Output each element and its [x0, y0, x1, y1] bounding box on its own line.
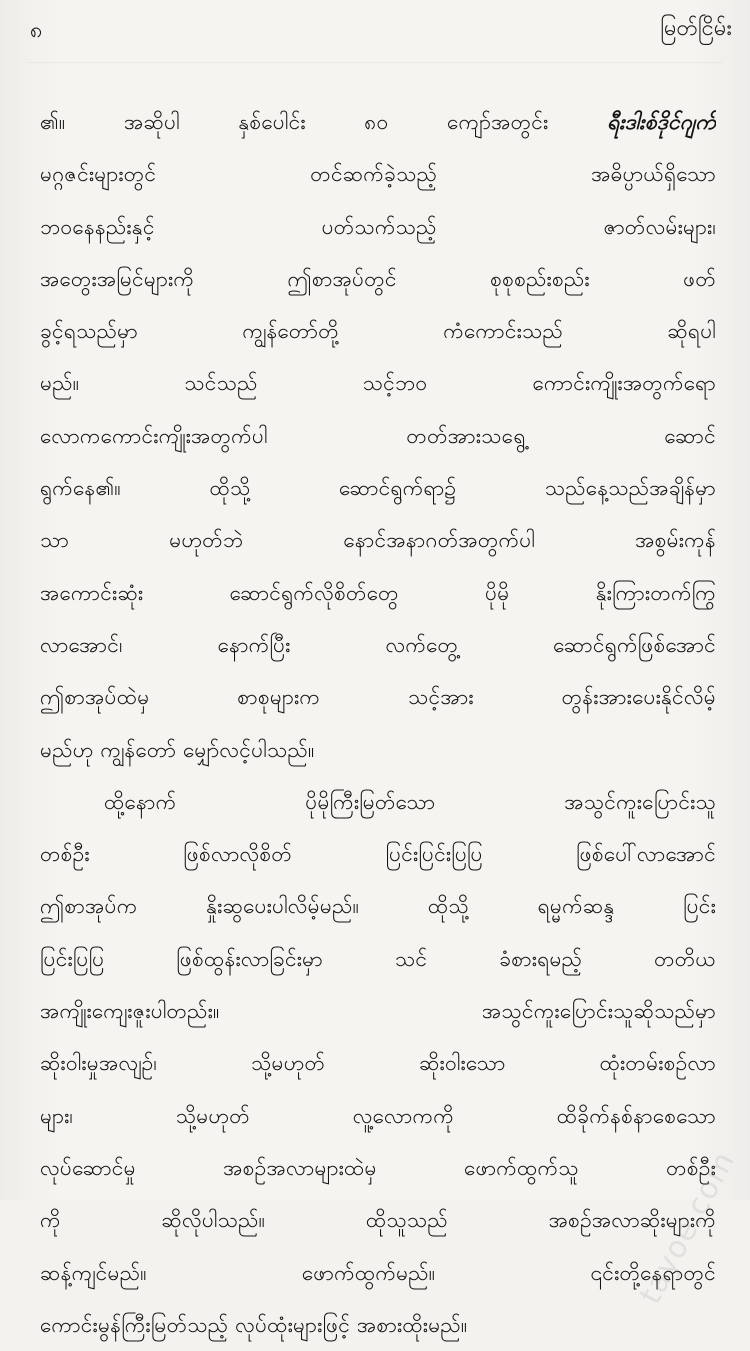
text-line: ပြင်းပြပြ ဖြစ်ထွန်းလာခြင်းမှာ သင် ခံစားရမည့် တတိယ — [40, 946, 716, 971]
text-line: တစ်ဦး ဖြစ်လာလိုစိတ် ပြင်းပြင်းပြပြ ဖြစ်ပေါ်လာအောင် — [40, 842, 716, 867]
text-line: မဂ္ဂဇင်းများတွင် တင်ဆက်ခဲ့သည့် အဓိပ္ပာယ်ရှိသော — [40, 162, 716, 187]
text-line: မည်။ သင်သည် သင့်ဘဝ ကောင်းကျိုးအတွက်ရော — [40, 371, 716, 396]
page-number: ၈ — [30, 18, 43, 43]
header-divider — [28, 62, 722, 63]
publication-title: ရီးဒါးစ်ဒိုင်ဂျက် — [607, 110, 716, 134]
watermark: tayoe.com — [632, 1145, 742, 1310]
text-line: လာအောင်၊ နောက်ပြီး လက်တွေ့ ဆောင်ရွက်ဖြစ်အောင် — [40, 632, 716, 657]
text-line: လောကကောင်းကျိုးအတွက်ပါ တတ်အားသရွေ့ ဆောင် — [40, 423, 716, 448]
text-line: ကောင်းမွန်ကြီးမြတ်သည့် လုပ်ထုံးများဖြင့် အစားထိုးမည်။ — [40, 1312, 468, 1337]
text-line: ဆိုးဝါးမှုအလျဉ်၊ သို့မဟုတ် ဆိုးဝါးသော ထုံးတမ်းစဉ်လာ — [40, 1051, 716, 1076]
text-line: အတွေးအမြင်များကို ဤစာအုပ်တွင် စုစုစည်းစည်း ဖတ် — [40, 266, 716, 291]
text-line: လုပ်ဆောင်မှု အစဉ်အလာများထဲမှ ဖောက်ထွက်သူ တစ်ဦး — [40, 1155, 716, 1180]
text-line: ဤစာအုပ်ထဲမှ စာစုများက သင့်အား တွန်းအားပေးနိုင်လိမ့် — [40, 685, 716, 710]
text-line: ဆန့်ကျင်မည်။ ဖောက်ထွက်မည်။ ၎င်းတို့နေရာတွင် — [40, 1260, 716, 1285]
text-segment: ၏။ အဆိုပါ နှစ်ပေါင်း ၈၀ ကျော်အတွင်း — [40, 110, 608, 134]
running-head-author: မြတ်ငြိမ်း — [660, 16, 732, 41]
text-line: သာ မဟုတ်ဘဲ နောင်အနာဂတ်အတွက်ပါ အစွမ်းကုန် — [40, 528, 716, 553]
text-line: ဤစာအုပ်က နှိုးဆွပေးပါလိမ့်မည်။ ထိုသို့ ရမ္မက်ဆန္ဒ ပြင်း — [40, 894, 716, 919]
text-line: ခွင့်ရသည်မှာ ကျွန်တော်တို့ ကံကောင်းသည် ဆိုရပါ — [40, 319, 716, 344]
text-line: ထို့နောက် ပိုမိုကြီးမြတ်သော အသွင်ကူးပြောင်းသူ — [104, 789, 716, 814]
text-line — [40, 96, 716, 148]
text-line: ရွက်နေ၏။ ထိုသို့ ဆောင်ရွက်ရာ၌ သည်နေ့သည်အချိန်မှာ — [40, 476, 716, 501]
text-line: အကျိုးကျေးဇူးပါတည်း။ အသွင်ကူးပြောင်းသူဆိုသည်မှာ — [40, 999, 716, 1024]
text-line: ဘဝနေနည်းနှင့် ပတ်သက်သည့် ဇာတ်လမ်းများ၊ — [40, 214, 716, 239]
text-line: မည်ဟု ကျွန်တော် မျှော်လင့်ပါသည်။ — [40, 737, 315, 762]
text-line: အကောင်းဆုံး ဆောင်ရွက်လိုစိတ်တွေ ပိုမို နိုးကြားတက်ကြွ — [40, 580, 716, 605]
text-line: များ၊ သို့မဟုတ် လူ့လောကကို ထိခိုက်နစ်နာစေသော — [40, 1103, 716, 1128]
text-line: ကို ဆိုလိုပါသည်။ ထိုသူသည် အစဉ်အလာဆိုးများကို — [40, 1208, 716, 1233]
body-text — [40, 96, 716, 1351]
